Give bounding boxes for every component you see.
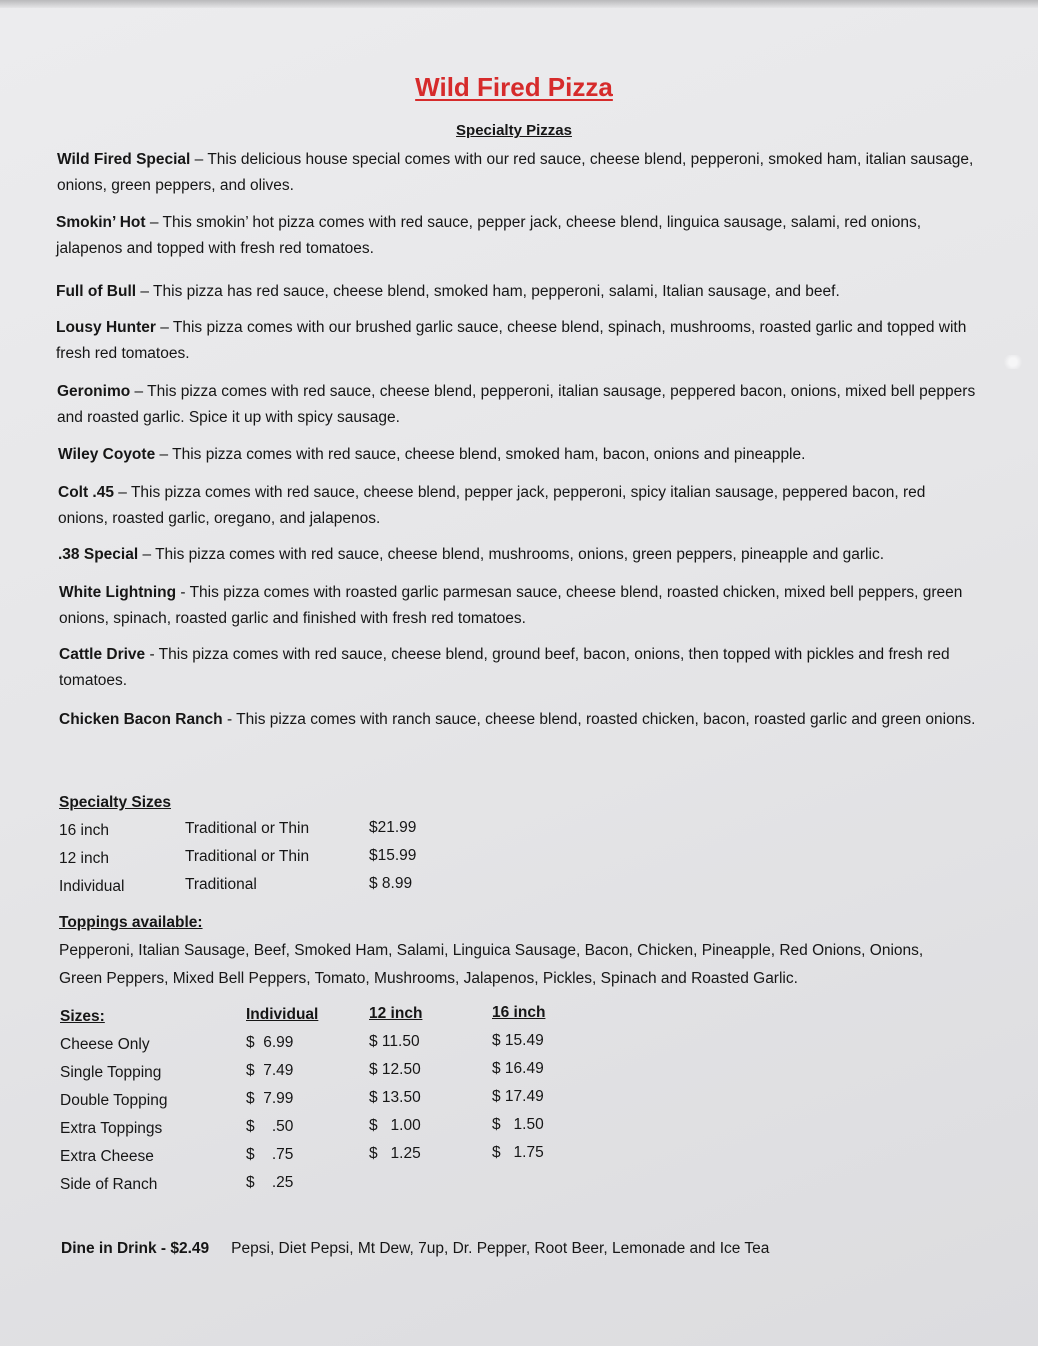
- pizza-name: Wild Fired Special: [57, 151, 191, 168]
- drink-price-label: Dine in Drink - $2.49: [61, 1240, 210, 1257]
- pizza-separator: –: [138, 546, 156, 563]
- pizza-item: [57, 147, 987, 199]
- pizza-separator: -: [145, 646, 159, 663]
- pizza-name: Smokin’ Hot: [56, 214, 146, 231]
- column-header-individual: Individual: [246, 1006, 319, 1023]
- drink-options: Pepsi, Diet Pepsi, Mt Dew, 7up, Dr. Pepper, Root Beer, Lemonade and Ice Tea: [231, 1240, 770, 1257]
- pizza-description: This pizza comes with ranch sauce, cheese blend, roasted chicken, bacon, roasted garlic and green onions.: [236, 711, 976, 728]
- menu-title: Wild Fired Pizza: [415, 72, 613, 102]
- pizza-description: This pizza comes with red sauce, cheese blend, pepper jack, pepperoni, spicy italian sausage, peppered bacon, red onions, roasted garlic, oregano, and jalapenos.: [58, 484, 926, 527]
- sizes-heading: Sizes:: [60, 1008, 105, 1025]
- pizza-item: [59, 580, 989, 632]
- price-individual: $ .25: [246, 1174, 294, 1191]
- specialty-crust: Traditional or Thin: [185, 848, 310, 865]
- pizza-item: [56, 279, 986, 305]
- price-12-inch: $ 1.00: [369, 1117, 421, 1134]
- pizza-separator: -: [222, 711, 237, 728]
- pizza-description: This pizza comes with red sauce, cheese blend, ground beef, bacon, onions, then topped with pickles and fresh red tomatoes.: [59, 646, 950, 689]
- specialty-crust: Traditional or Thin: [185, 820, 310, 837]
- pizza-item: [59, 707, 989, 733]
- specialty-crust: Traditional: [185, 876, 257, 893]
- pizza-name: Lousy Hunter: [56, 319, 156, 336]
- pizza-name: Cattle Drive: [59, 646, 146, 663]
- specialty-price: $21.99: [369, 819, 417, 836]
- specialty-size-label: 16 inch: [59, 822, 109, 839]
- pizza-separator: -: [176, 584, 190, 601]
- pizza-description: This pizza comes with roasted garlic parmesan sauce, cheese blend, roasted chicken, mixed bell peppers, green onions, spinach, roasted garlic and finished with fresh red tomatoes.: [59, 584, 963, 627]
- price-individual: $ 7.49: [246, 1062, 294, 1079]
- drink-line: [61, 1240, 769, 1258]
- pizza-item: [58, 442, 988, 468]
- price-individual: $ 7.99: [246, 1090, 294, 1107]
- pizza-name: Wiley Coyote: [58, 446, 156, 463]
- column-header-12-inch: 12 inch: [369, 1005, 423, 1022]
- pizza-item: [58, 480, 978, 532]
- specialty-price: $15.99: [369, 847, 417, 864]
- size-row-label: Cheese Only: [60, 1036, 150, 1053]
- pizza-item: [56, 315, 986, 367]
- specialty-size-label: 12 inch: [59, 850, 109, 867]
- toppings-heading: Toppings available:: [59, 914, 203, 931]
- pizza-separator: –: [136, 283, 154, 300]
- size-row-label: Side of Ranch: [60, 1176, 158, 1193]
- pizza-description: This pizza comes with red sauce, cheese blend, mushrooms, onions, green peppers, pineapple and garlic.: [155, 546, 885, 563]
- pizza-separator: –: [130, 383, 148, 400]
- pizza-name: Full of Bull: [56, 283, 137, 300]
- pizza-name: Geronimo: [57, 383, 131, 400]
- pizza-name: Chicken Bacon Ranch: [59, 711, 223, 728]
- price-12-inch: $ 13.50: [369, 1089, 421, 1106]
- price-individual: $ .75: [246, 1146, 294, 1163]
- price-12-inch: $ 12.50: [369, 1061, 421, 1078]
- price-16-inch: $ 1.75: [492, 1144, 544, 1161]
- price-individual: $ 6.99: [246, 1034, 294, 1051]
- size-row-label: Double Topping: [60, 1092, 168, 1109]
- pizza-description: This pizza comes with red sauce, cheese blend, pepperoni, italian sausage, peppered bacon, onions, mixed bell peppers and roasted garlic. Spice it up with spicy sausage.: [57, 383, 976, 426]
- pizza-separator: –: [145, 214, 163, 231]
- price-16-inch: $ 17.49: [492, 1088, 544, 1105]
- pizza-description: This pizza comes with red sauce, cheese blend, smoked ham, bacon, onions and pineapple.: [172, 446, 806, 463]
- pizza-separator: –: [155, 446, 173, 463]
- specialty-pizzas-heading: Specialty Pizzas: [456, 122, 572, 139]
- pizza-description: This pizza has red sauce, cheese blend, smoked ham, pepperoni, salami, Italian sausage, and beef.: [153, 283, 840, 300]
- pizza-description: This delicious house special comes with our red sauce, cheese blend, pepperoni, smoked ham, italian sausage, onions, green peppers, and olives.: [57, 151, 974, 194]
- price-16-inch: $ 1.50: [492, 1116, 544, 1133]
- pizza-description: This smokin’ hot pizza comes with red sauce, pepper jack, cheese blend, linguica sausage, salami, red onions, jalapenos and topped with fresh red tomatoes.: [56, 214, 921, 257]
- paper-mark: [1002, 355, 1024, 369]
- pizza-item: [59, 642, 989, 694]
- pizza-item: [58, 542, 988, 568]
- pizza-item: [57, 379, 987, 431]
- toppings-list: Pepperoni, Italian Sausage, Beef, Smoked Ham, Salami, Linguica Sausage, Bacon, Chicken, Pineapple, Red Onions, Onions, Green Peppers, Mixed Bell Peppers, Tomato, Mushrooms, Jalapenos, Pickles, Spinach and Roasted Garlic.: [59, 942, 924, 987]
- price-individual: $ .50: [246, 1118, 294, 1135]
- pizza-name: Colt .45: [58, 484, 114, 501]
- price-16-inch: $ 15.49: [492, 1032, 544, 1049]
- size-row-label: Single Topping: [60, 1064, 162, 1081]
- price-12-inch: $ 11.50: [369, 1033, 420, 1050]
- pizza-description: This pizza comes with our brushed garlic sauce, cheese blend, spinach, mushrooms, roasted garlic and topped with fresh red tomatoes.: [56, 319, 967, 362]
- price-12-inch: $ 1.25: [369, 1145, 421, 1162]
- pizza-name: White Lightning: [59, 584, 177, 601]
- price-16-inch: $ 16.49: [492, 1060, 544, 1077]
- size-row-label: Extra Toppings: [60, 1120, 163, 1137]
- pizza-separator: –: [113, 484, 131, 501]
- specialty-sizes-heading: Specialty Sizes: [59, 794, 172, 811]
- paper-top-edge: [0, 0, 1038, 8]
- specialty-size-label: Individual: [59, 878, 125, 895]
- size-row-label: Extra Cheese: [60, 1148, 154, 1165]
- column-header-16-inch: 16 inch: [492, 1004, 546, 1021]
- specialty-price: $ 8.99: [369, 875, 413, 892]
- pizza-separator: –: [190, 151, 208, 168]
- pizza-item: [56, 210, 986, 262]
- pizza-name: .38 Special: [58, 546, 139, 563]
- pizza-separator: –: [155, 319, 173, 336]
